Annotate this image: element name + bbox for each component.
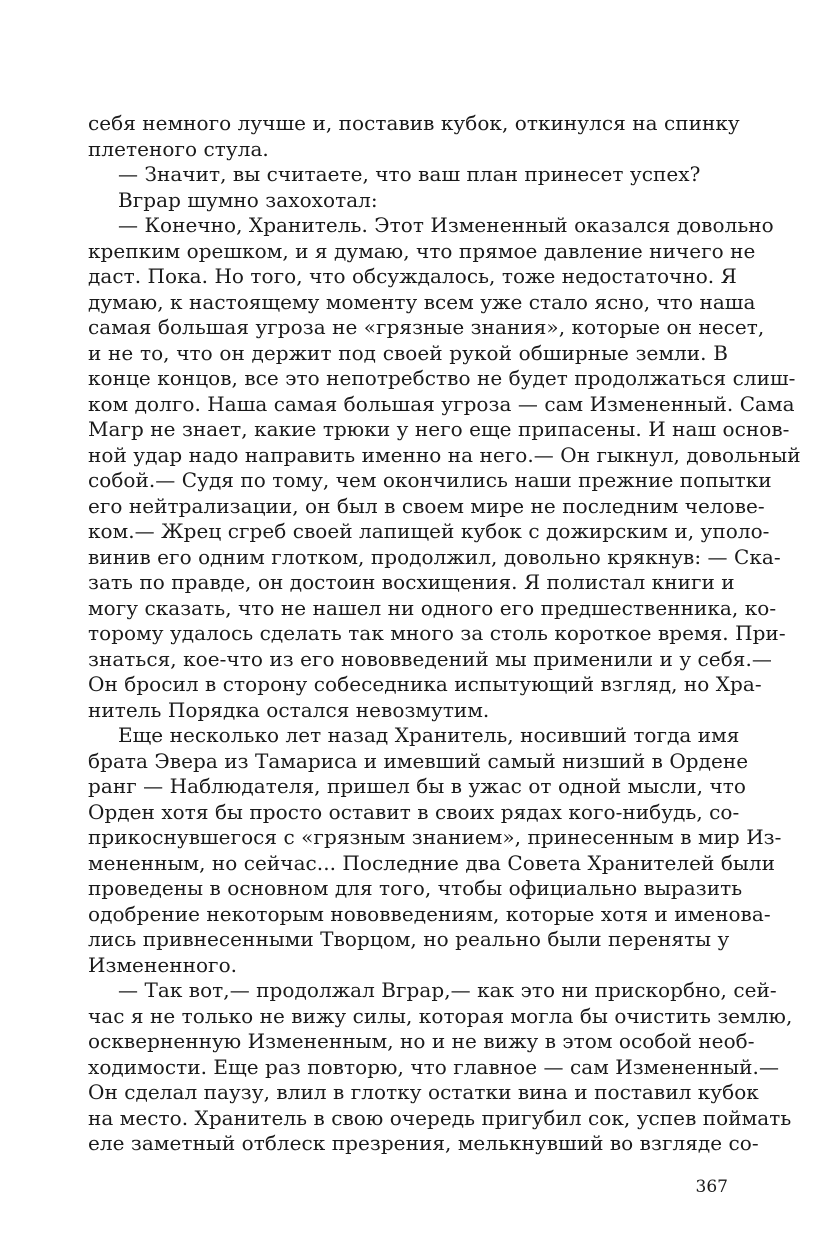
- text-line: — Значит, вы считаете, что ваш план принесет успех?: [118, 162, 701, 186]
- text-line: самая большая угроза не «грязные знания», которые он несет,: [88, 315, 765, 339]
- text-line: лись привнесенными Творцом, но реально были переняты у: [88, 927, 730, 951]
- text-line: Орден хотя бы просто оставит в своих рядах кого-нибудь, со-: [88, 799, 740, 824]
- text-line: ранг — Наблюдателя, пришел бы в ужас от одной мысли, что: [88, 774, 746, 798]
- body-text: [88, 111, 801, 1157]
- text-line: брата Эвера из Тамариса и имевший самый низший в Ордене: [88, 748, 749, 773]
- text-line: час я не только не вижу силы, которая могла бы очистить землю,: [88, 1003, 793, 1028]
- text-line: — Так вот,— продолжал Вграр,— как это ни прискорбно, сей-: [118, 978, 777, 1002]
- text-line: крепким орешком, и я думаю, что прямое давление ничего не: [88, 238, 756, 263]
- text-line: ком.— Жрец сгреб своей лапищей кубок с дожирским и, уполо-: [88, 519, 770, 543]
- text-line: собой.— Судя по тому, чем окончились наши прежние попытки: [88, 468, 772, 492]
- text-line: мененным, но сейчас... Последние два Совета Хранителей были: [88, 850, 776, 875]
- text-line: на место. Хранитель в свою очередь пригубил сок, успев поймать: [88, 1105, 792, 1130]
- text-line: могу сказать, что не нашел ни одного его предшественника, ко-: [88, 595, 777, 620]
- text-line: торому удалось сделать так много за столь короткое время. При-: [88, 621, 786, 645]
- text-line: зать по правде, он достоин восхищения. Я полистал книги и: [88, 570, 735, 594]
- text-line: оскверненную Измененным, но и не вижу в этом особой необ-: [88, 1029, 755, 1053]
- text-line: плетеного стула.: [88, 136, 269, 161]
- text-line: Магр не знает, какие трюки у него еще припасены. И наш основ-: [88, 417, 790, 441]
- text-line: Еще несколько лет назад Хранитель, носивший тогда имя: [118, 723, 740, 747]
- text-line: думаю, к настоящему моменту всем уже стало ясно, что наша: [88, 289, 756, 314]
- text-line: ком долго. Наша самая большая угроза — сам Измененный. Сама: [88, 391, 795, 416]
- text-line: и не то, что он держит под своей рукой обширные земли. В: [88, 340, 728, 365]
- text-line: — Конечно, Хранитель. Этот Измененный оказался довольно: [118, 213, 774, 237]
- text-line: ходимости. Еще раз повторю, что главное — сам Измененный.—: [88, 1054, 780, 1079]
- text-line: себя немного лучше и, поставив кубок, откинулся на спинку: [88, 111, 740, 135]
- text-line: конце концов, все это непотребство не будет продолжаться слиш-: [88, 366, 796, 390]
- text-line: знаться, кое-что из его нововведений мы применили и у себя.—: [88, 646, 772, 671]
- text-line: Он бросил в сторону собеседника испытующий взгляд, но Хра-: [88, 672, 762, 696]
- text-line: ной удар надо направить именно на него.— Он гыкнул, довольный: [88, 442, 801, 467]
- text-line: Измененного.: [88, 952, 238, 977]
- page-number: 367: [695, 1177, 728, 1197]
- text-line: даст. Пока. Но того, что обсуждалось, тоже недостаточно. Я: [88, 264, 737, 288]
- text-line: еле заметный отблеск презрения, мелькнувший во взгляде со-: [88, 1131, 759, 1155]
- text-line: винив его одним глотком, продолжил, довольно крякнув: — Ска-: [88, 544, 781, 569]
- text-line: его нейтрализации, он был в своем мире не последним челове-: [88, 493, 765, 518]
- text-line: Вграр шумно захохотал:: [118, 187, 378, 212]
- text-line: одобрение некоторым нововведениям, которые хотя и именова-: [88, 901, 771, 926]
- text-line: прикоснувшегося с «грязным знанием», принесенным в мир Из-: [88, 825, 782, 849]
- text-line: Он сделал паузу, влил в глотку остатки вина и поставил кубок: [88, 1080, 759, 1104]
- text-line: проведены в основном для того, чтобы официально выразить: [88, 876, 743, 900]
- text-line: нитель Порядка остался невозмутим.: [88, 697, 490, 722]
